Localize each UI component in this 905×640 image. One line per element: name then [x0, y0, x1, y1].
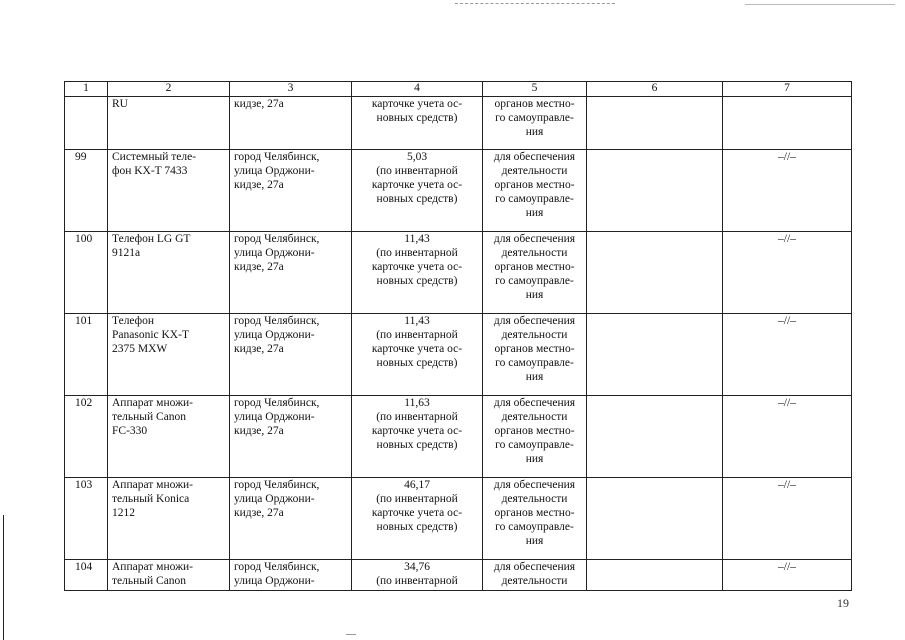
property-register-table	[64, 81, 852, 591]
ditto-cell: –//–	[723, 560, 852, 591]
value-note: (по инвентарной карточке учета ос- новных средств)	[371, 165, 463, 205]
ditto-cell: –//–	[723, 396, 852, 478]
address-cell: город Челябинск, улица Орджони-	[230, 560, 352, 591]
column-6-cell	[587, 478, 723, 560]
row-number-cell: 102	[65, 396, 108, 478]
address-cell: кидзе, 27а	[230, 97, 352, 150]
scan-artifact-top	[455, 3, 615, 4]
row-number-cell: 100	[65, 232, 108, 314]
item-name-cell: Телефон LG GT 9121а	[108, 232, 230, 314]
row-number-cell: 103	[65, 478, 108, 560]
purpose-cell: для обеспечения деятельности органов местно- го самоуправле- ния	[483, 396, 587, 478]
value-amount: 11,43	[404, 233, 430, 245]
header-cell-6: 6	[587, 82, 723, 97]
table-row	[65, 396, 852, 478]
scan-artifact-left-edge	[3, 515, 4, 640]
header-cell-4: 4	[352, 82, 483, 97]
row-number-cell	[65, 97, 108, 150]
column-6-cell	[587, 396, 723, 478]
table-header-row	[65, 82, 852, 97]
ditto-cell: –//–	[723, 232, 852, 314]
address-cell: город Челябинск, улица Орджони- кидзе, 27а	[230, 478, 352, 560]
purpose-cell: для обеспечения деятельности органов местно- го самоуправле- ния	[483, 478, 587, 560]
item-name-cell: RU	[108, 97, 230, 150]
column-6-cell	[587, 97, 723, 150]
value-note: (по инвентарной карточке учета ос- новных средств)	[371, 411, 463, 451]
item-name-cell: Аппарат множи- тельный Konica 1212	[108, 478, 230, 560]
row-number-cell: 104	[65, 560, 108, 591]
column-6-cell	[587, 150, 723, 232]
column-6-cell	[587, 314, 723, 396]
value-note: карточке учета ос- новных средств)	[371, 98, 463, 124]
item-name-cell: Телефон Panasonic KX-T 2375 MXW	[108, 314, 230, 396]
header-cell-3: 3	[230, 82, 352, 97]
value-amount: 11,63	[404, 397, 430, 409]
purpose-cell: для обеспечения деятельности органов местно- го самоуправле- ния	[483, 150, 587, 232]
value-amount: 11,43	[404, 315, 430, 327]
column-6-cell	[587, 560, 723, 591]
value-cell	[352, 97, 483, 150]
value-cell	[352, 314, 483, 396]
address-cell: город Челябинск, улица Орджони- кидзе, 27а	[230, 396, 352, 478]
value-cell	[352, 396, 483, 478]
value-note: (по инвентарной карточке учета ос- новных средств)	[371, 329, 463, 369]
address-cell: город Челябинск, улица Орджони- кидзе, 27а	[230, 232, 352, 314]
value-cell	[352, 478, 483, 560]
purpose-cell: для обеспечения деятельности органов местно- го самоуправле- ния	[483, 314, 587, 396]
row-number-cell: 99	[65, 150, 108, 232]
value-amount: 5,03	[406, 151, 428, 163]
value-cell	[352, 150, 483, 232]
table-row	[65, 478, 852, 560]
header-cell-7: 7	[723, 82, 852, 97]
item-name-cell: Аппарат множи- тельный Canon	[108, 560, 230, 591]
column-6-cell	[587, 232, 723, 314]
value-amount: 34,76	[404, 561, 430, 573]
ditto-cell: –//–	[723, 150, 852, 232]
row-number-cell: 101	[65, 314, 108, 396]
ditto-cell: –//–	[723, 314, 852, 396]
value-note: (по инвентарной	[376, 575, 458, 587]
value-note: (по инвентарной карточке учета ос- новных средств)	[371, 493, 463, 533]
table-row	[65, 97, 852, 150]
address-cell: город Челябинск, улица Орджони- кидзе, 27а	[230, 314, 352, 396]
value-cell	[352, 232, 483, 314]
item-name-cell: Системный теле- фон KX-T 7433	[108, 150, 230, 232]
value-note: (по инвентарной карточке учета ос- новных средств)	[371, 247, 463, 287]
ditto-cell	[723, 97, 852, 150]
purpose-cell: для обеспечения деятельности	[483, 560, 587, 591]
table-row	[65, 560, 852, 591]
scan-artifact-bottom	[346, 634, 356, 635]
address-cell: город Челябинск, улица Орджони- кидзе, 27а	[230, 150, 352, 232]
table-row	[65, 232, 852, 314]
scan-artifact-top-right	[745, 4, 895, 5]
value-cell	[352, 560, 483, 591]
value-amount: 46,17	[404, 479, 430, 491]
item-name-cell: Аппарат множи- тельный Canon FC-330	[108, 396, 230, 478]
header-cell-2: 2	[108, 82, 230, 97]
page-number: 19	[837, 596, 849, 610]
ditto-cell: –//–	[723, 478, 852, 560]
purpose-cell: для обеспечения деятельности органов местно- го самоуправле- ния	[483, 232, 587, 314]
header-cell-1: 1	[65, 82, 108, 97]
table-row	[65, 150, 852, 232]
purpose-cell: органов местно- го самоуправле- ния	[483, 97, 587, 150]
table-row	[65, 314, 852, 396]
header-cell-5: 5	[483, 82, 587, 97]
